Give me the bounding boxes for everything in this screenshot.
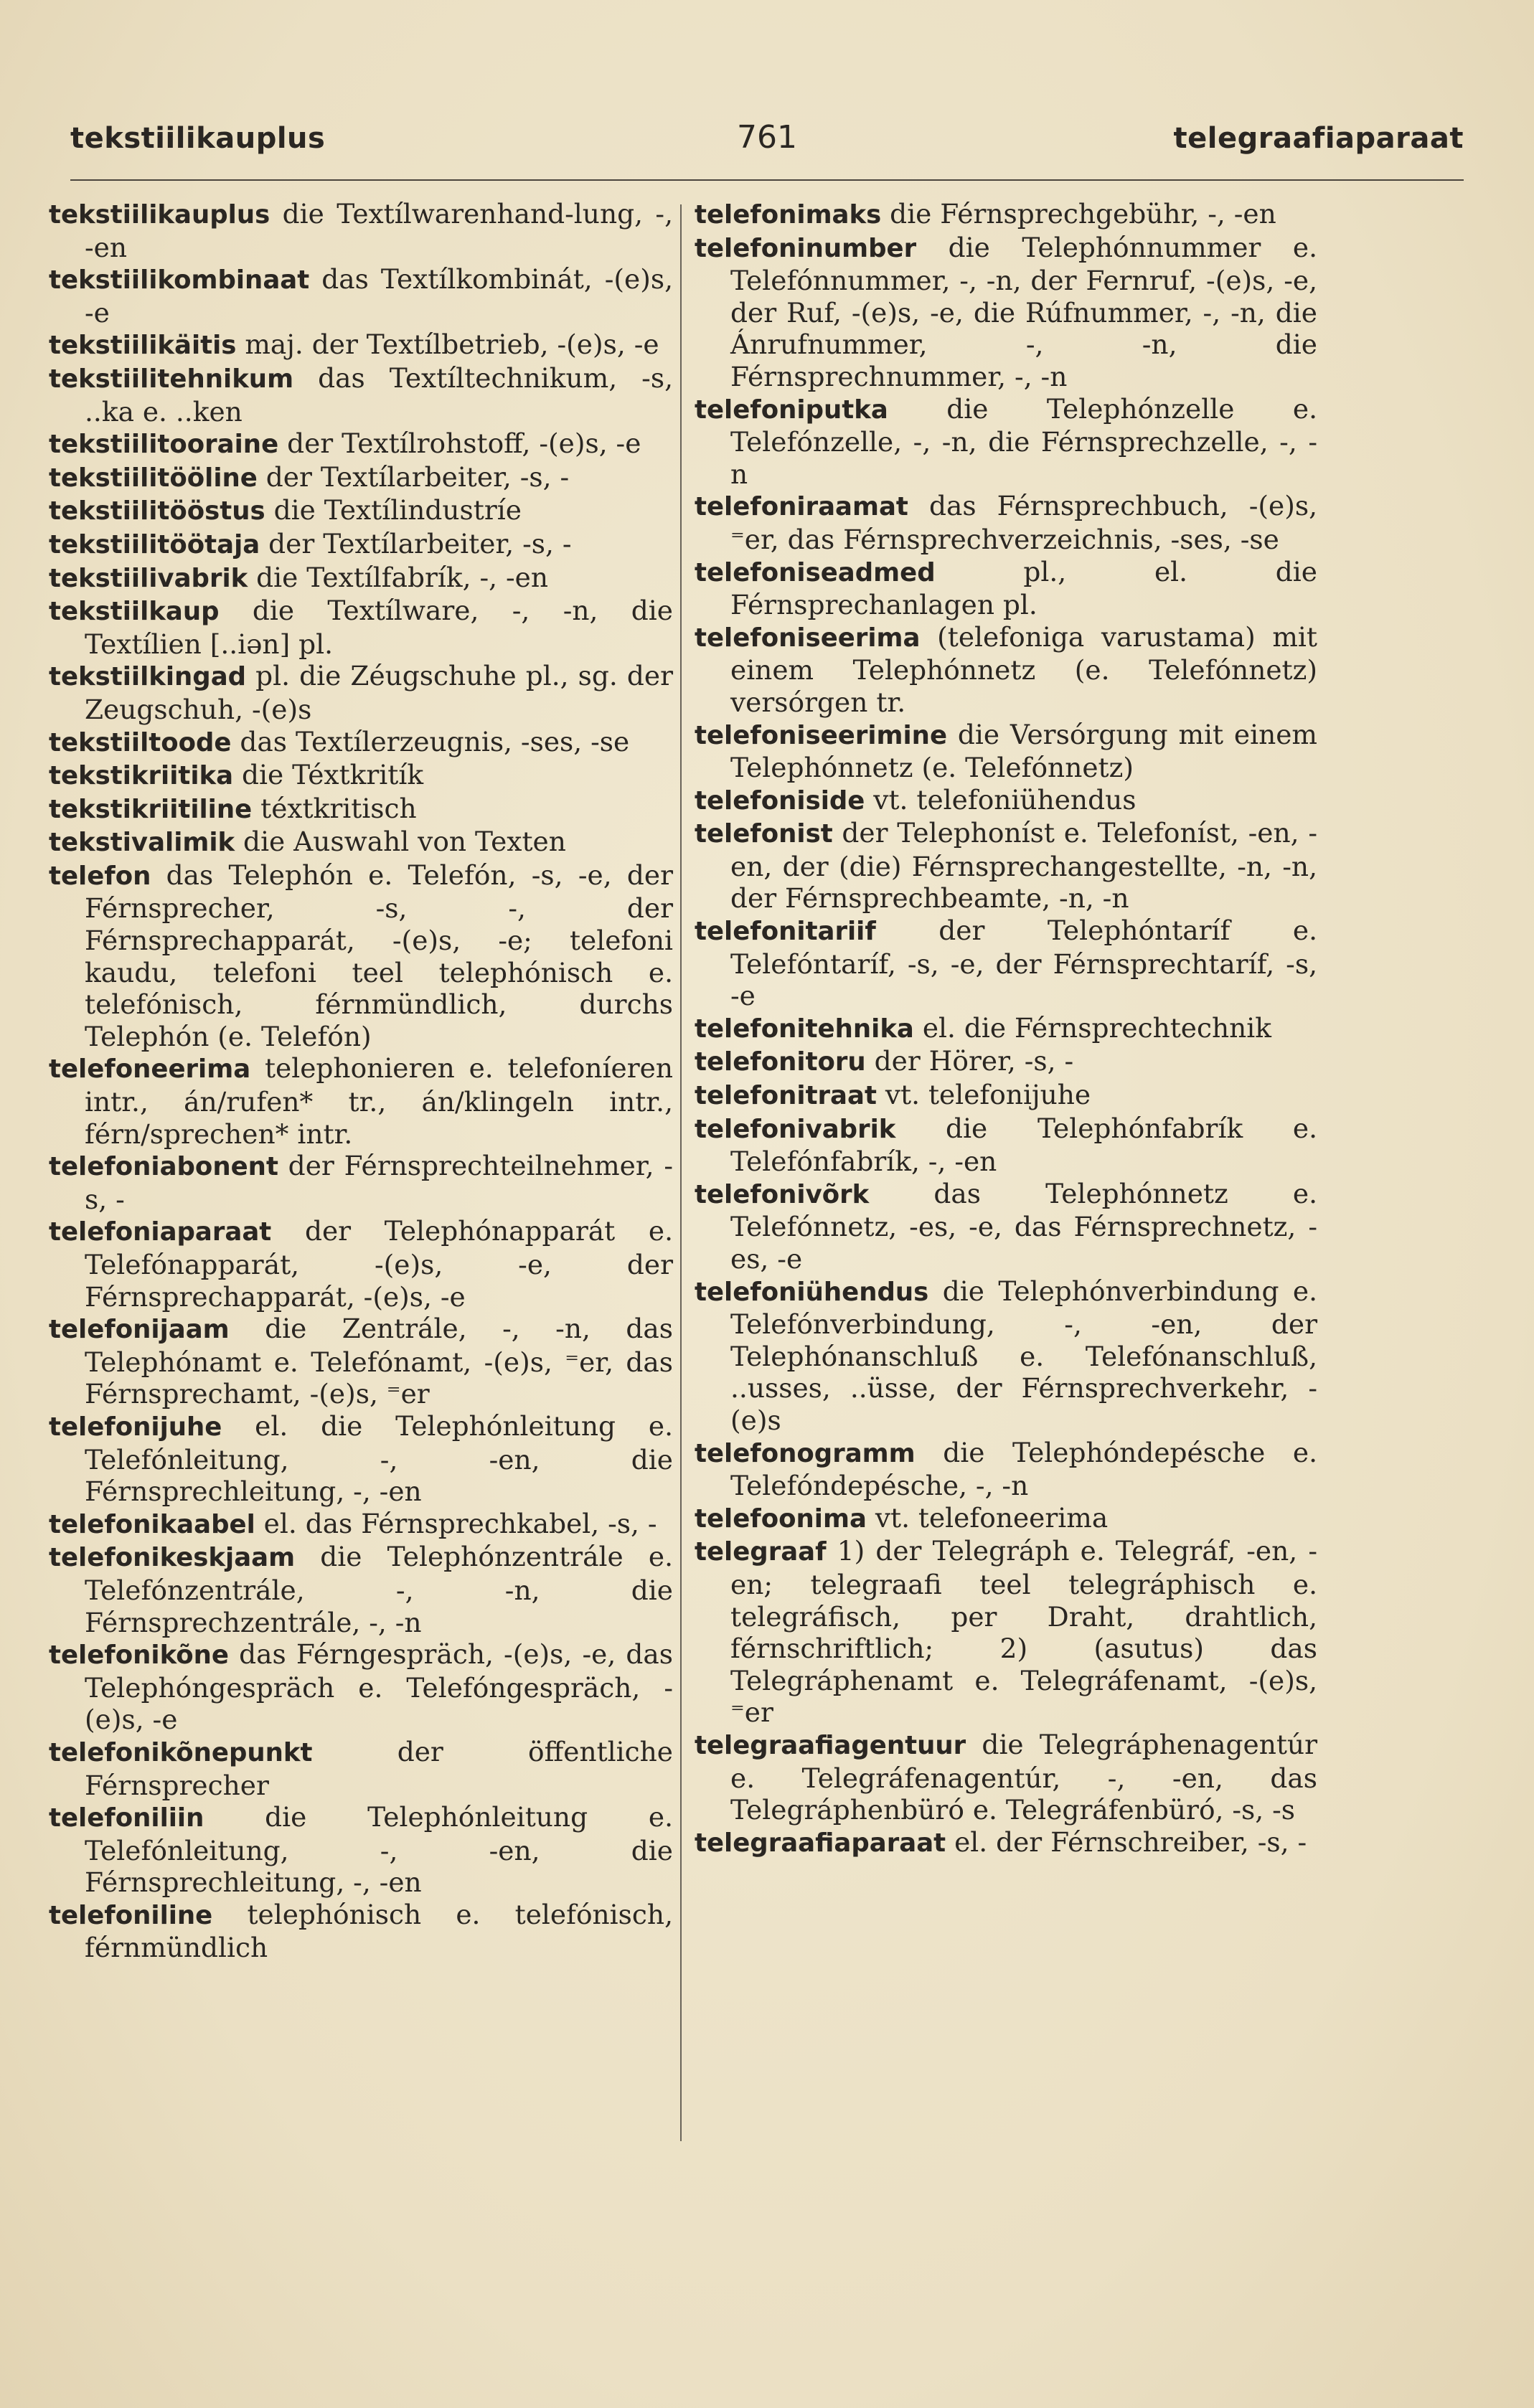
dictionary-entry: [49, 1801, 673, 1899]
entry-definition: der Textílarbeiter, -s, -: [260, 527, 572, 559]
entry-headword: telefonikõne: [49, 1640, 229, 1671]
entry-headword: tekstiilkaup: [49, 597, 220, 627]
dictionary-entry: [49, 1638, 673, 1736]
dictionary-entry: [695, 1012, 1317, 1046]
entry-headword: tekstiilikäitis: [49, 331, 237, 361]
dictionary-entry: [695, 915, 1317, 1012]
entry-headword: telefoonima: [695, 1503, 867, 1534]
entry-definition: pl., el. die Férnsprechanlagen pl.: [730, 555, 1317, 621]
entry-headword: telefonijaam: [49, 1315, 230, 1345]
entry-headword: telefonitraat: [695, 1081, 877, 1111]
column-divider: [680, 204, 682, 2141]
dictionary-entry: [695, 719, 1317, 784]
dictionary-entry: [695, 1045, 1317, 1079]
dictionary-entry: [49, 263, 673, 329]
page-number: 761: [737, 119, 797, 156]
entry-definition: pl. die Zéugschuhe pl., sg. der Zeugschuh, -(e)s: [85, 660, 673, 725]
dictionary-entry: [49, 461, 673, 495]
entry-headword: telefonivõrk: [695, 1179, 870, 1209]
entry-definition: die Textílware, -, -n, die Textílien [..iən] pl.: [85, 595, 673, 660]
dictionary-entry: [49, 1313, 673, 1410]
entry-definition: die Telephónzentrále e. Telefónzentrále, -, -n, die Férnsprechzentrále, -, -n: [85, 1541, 673, 1638]
entry-definition: der Telephóntaríf e. Telefóntaríf, -s, -e, der Férnsprechtaríf, -s, -e: [730, 915, 1317, 1012]
entry-definition: 1) der Telegráph e. Telegráf, -en, -en; telegraafi teel telegráphisch e. telegráfisch, per Draht, drahtlich, férnschriftlich; 2) (asutus) das Telegráphenamt e. Telegráfenamt, -(e)s, ⁼er: [730, 1535, 1317, 1729]
entry-definition: die Textílindustríe: [265, 494, 522, 527]
dictionary-entry: [49, 1215, 673, 1313]
entry-headword: tekstivalimik: [49, 828, 235, 858]
dictionary-entry: [695, 556, 1317, 621]
dictionary-entry: [695, 1113, 1317, 1178]
entry-headword: telefonikeskjaam: [49, 1543, 296, 1573]
dictionary-entry: [695, 621, 1317, 719]
dictionary-entry: [49, 329, 673, 362]
entry-definition: der Telephónapparát e. Telefónapparát, -(e)s, -e, der Férnsprechapparát, -(e)s, -e: [85, 1215, 673, 1313]
entry-headword: tekstiiltoode: [49, 727, 232, 757]
entry-definition: el. die Férnsprechtechnik: [913, 1011, 1272, 1044]
dictionary-entry: [695, 1275, 1317, 1437]
entry-headword: telefoninumber: [695, 233, 917, 263]
entry-headword: telegraafiaparaat: [695, 1828, 946, 1858]
entry-definition: der Telephoníst e. Telefoníst, -en, -en, der (die) Férnsprechangestellte, -n, -n, der Férnsprechbeamte, -n, -n: [730, 817, 1317, 915]
dictionary-entry: [695, 1502, 1317, 1536]
entry-definition: das Textíltechnikum, -s, ..ka e. ..ken: [85, 362, 673, 428]
entry-definition: el. das Férnsprechkabel, -s, -: [255, 1507, 657, 1539]
entry-definition: der Textílarbeiter, -s, -: [257, 461, 570, 493]
entry-definition: die Telephóndepésche e. Telefóndepésche, -, -n: [730, 1436, 1317, 1502]
entry-headword: tekstiilitooraine: [49, 430, 279, 460]
dictionary-entry: [49, 726, 673, 760]
entry-headword: telefoniabonent: [49, 1152, 278, 1182]
dictionary-entry: [695, 817, 1317, 915]
entry-definition: die Telegráphenagentúr e. Telegráfenagentúr, -, -en, das Telegráphenbüró e. Telegráfenbüró, -s, -s: [730, 1728, 1317, 1826]
dictionary-entry: [49, 528, 673, 562]
right-column: [695, 198, 1317, 1859]
dictionary-entry: [695, 1178, 1317, 1275]
dictionary-entry: [49, 793, 673, 826]
page-header: [70, 108, 1464, 179]
dictionary-entry: [49, 1508, 673, 1541]
entry-definition: die Auswahl von Texten: [235, 826, 566, 858]
dictionary-entry: [695, 393, 1317, 491]
entry-headword: telefoniliin: [49, 1803, 204, 1833]
entry-definition: das Férnsprechbuch, -(e)s, ⁼er, das Férnsprechverzeichnis, -ses, -se: [730, 490, 1317, 555]
entry-headword: telefoniraamat: [695, 492, 908, 522]
dictionary-entry: [49, 198, 673, 263]
dictionary-entry: [695, 784, 1317, 818]
dictionary-entry: [49, 660, 673, 725]
dictionary-entry: [695, 1437, 1317, 1502]
entry-definition: (telefoniga varustama) mit einem Telephónnetz (e. Telefónnetz) versórgen tr.: [730, 620, 1317, 718]
dictionary-entry: [49, 1410, 673, 1508]
entry-headword: telefoniaparaat: [49, 1217, 272, 1247]
entry-definition: vt. telefoneerima: [866, 1501, 1109, 1534]
dictionary-entry: [49, 1541, 673, 1638]
entry-headword: tekstiilitöötaja: [49, 529, 260, 559]
header-last-entry: telegraafiaparaat: [1173, 122, 1464, 155]
entry-headword: telegraafiagentuur: [695, 1730, 966, 1760]
entry-headword: tekstiilkingad: [49, 662, 247, 692]
entry-definition: das Textílerzeugnis, -ses, -se: [231, 725, 630, 757]
entry-definition: die Telephónzelle e. Telefónzelle, -, -n, die Férnsprechzelle, -, -n: [730, 392, 1317, 490]
entry-definition: die Telephónleitung e. Telefónleitung, -, -en, die Férnsprechleitung, -, -en: [85, 1801, 673, 1899]
dictionary-entry: [49, 494, 673, 528]
entry-headword: telefoniühendus: [695, 1277, 929, 1307]
entry-headword: telefonikaabel: [49, 1509, 255, 1539]
entry-headword: telefoniseerima: [695, 623, 921, 653]
entry-definition: die Textílfabrík, -, -en: [248, 561, 549, 593]
entry-definition: die Téxtkritík: [233, 759, 424, 791]
entry-definition: die Zentrále, -, -n, das Telephónamt e. Telefónamt, -(e)s, ⁼er, das Férnsprechamt, -(e)s, ⁼er: [85, 1313, 673, 1410]
entry-headword: telefonijuhe: [49, 1412, 222, 1442]
entry-headword: telefonitehnika: [695, 1014, 914, 1044]
entry-headword: tekstiilikauplus: [49, 200, 270, 230]
entry-definition: die Textílwarenhand-lung, -, -en: [85, 198, 673, 263]
dictionary-entry: [49, 562, 673, 595]
entry-headword: telefonitariif: [695, 917, 876, 947]
entry-definition: vt. telefonijuhe: [876, 1079, 1091, 1111]
dictionary-entry: [49, 759, 673, 793]
dictionary-entry: [695, 1826, 1317, 1860]
dictionary-entry: [49, 826, 673, 859]
entry-definition: das Férngespräch, -(e)s, -e, das Telephóngespräch e. Telefóngespräch, -(e)s, -e: [85, 1638, 673, 1736]
dictionary-entry: [49, 1899, 673, 1964]
entry-definition: téxtkritisch: [252, 792, 417, 824]
dictionary-entry: [695, 198, 1317, 232]
entry-definition: die Férnsprechgebühr, -, -en: [881, 198, 1276, 230]
dictionary-entry: [49, 428, 673, 461]
entry-definition: die Telephónnummer e. Telefónnummer, -, -n, der Fernruf, -(e)s, -e, der Ruf, -(e)s, -e, die Rúfnummer, -, -n, die Ánrufnummer, -, -n, die Férnsprechnummer, -, -n: [730, 231, 1317, 392]
left-column: [49, 198, 673, 1964]
entry-headword: tekstiilitööline: [49, 463, 258, 493]
dictionary-entry: [695, 490, 1317, 555]
dictionary-entry: [49, 1736, 673, 1801]
entry-headword: telefoniseerimine: [695, 720, 948, 750]
entry-definition: vt. telefoniühendus: [865, 783, 1137, 816]
dictionary-entry: [49, 1150, 673, 1215]
entry-definition: maj. der Textílbetrieb, -(e)s, -e: [236, 329, 659, 361]
entry-headword: telefoniline: [49, 1900, 213, 1930]
dictionary-entry: [695, 1535, 1317, 1729]
dictionary-entry: [49, 362, 673, 428]
header-rule: [70, 179, 1464, 181]
entry-headword: telefonogramm: [695, 1438, 916, 1468]
entry-definition: die Versórgung mit einem Telephónnetz (e. Telefónnetz): [730, 718, 1317, 784]
entry-headword: telefoneerima: [49, 1054, 251, 1085]
entry-headword: telefonimaks: [695, 200, 882, 230]
entry-definition: der Férnsprechteilnehmer, -s, -: [85, 1150, 673, 1215]
entry-headword: tekstikriitiline: [49, 794, 253, 824]
entry-definition: el. der Férnschreiber, -s, -: [946, 1826, 1307, 1858]
entry-headword: tekstiilikombinaat: [49, 265, 310, 296]
entry-headword: telefoniputka: [695, 395, 888, 425]
entry-definition: telephonieren e. telefoníeren intr., án/rufen* tr., án/klingeln intr., férn/sprechen* intr.: [85, 1052, 673, 1150]
entry-headword: tekstiilitööstus: [49, 496, 265, 527]
dictionary-entry: [49, 595, 673, 660]
entry-definition: das Textílkombinát, -(e)s, -e: [85, 263, 673, 329]
entry-definition: das Telephónnetz e. Telefónnetz, -es, -e, das Férnsprechnetz, -es, -e: [730, 1177, 1317, 1275]
entry-headword: telefonist: [695, 819, 833, 849]
entry-headword: telefonitoru: [695, 1047, 866, 1077]
entry-definition: telephónisch e. telefónisch, férnmündlich: [85, 1898, 673, 1964]
entry-headword: telefon: [49, 861, 151, 891]
dictionary-entry: [695, 1729, 1317, 1826]
entry-definition: der Hörer, -s, -: [865, 1045, 1074, 1077]
entry-headword: telegraaf: [695, 1537, 827, 1567]
entry-headword: telefonikõnepunkt: [49, 1737, 313, 1767]
entry-headword: telefonivabrik: [695, 1114, 896, 1144]
dictionary-entry: [695, 1079, 1317, 1113]
entry-headword: tekstiilitehnikum: [49, 364, 294, 394]
dictionary-entry: [695, 232, 1317, 393]
entry-definition: der öffentliche Férnsprecher: [85, 1735, 673, 1801]
dictionary-entry: [49, 1052, 673, 1150]
entry-definition: die Telephónverbindung e. Telefónverbindung, -, -en, der Telephónanschluß e. Telefónanschluß, ..usses, ..üsse, der Férnsprechverkehr, -(e)s: [730, 1275, 1317, 1436]
entry-definition: das Telephón e. Telefón, -s, -e, der Férnsprecher, -s, -, der Férnsprechapparát, -(e)s, -e; telefoni kaudu, telefoni teel telephónisch e. telefónisch, férnmündlich, durchs Telephón (e. Telefón): [85, 859, 673, 1052]
entry-headword: tekstiilivabrik: [49, 563, 248, 593]
dictionary-entry: [49, 859, 673, 1053]
entry-definition: der Textílrohstoff, -(e)s, -e: [278, 428, 641, 460]
entry-headword: tekstikriitika: [49, 761, 234, 791]
entry-headword: telefoniside: [695, 785, 865, 816]
entry-definition: die Telephónfabrík e. Telefónfabrík, -, -en: [730, 1112, 1317, 1178]
entry-definition: el. die Telephónleitung e. Telefónleitung, -, -en, die Férnsprechleitung, -, -en: [85, 1410, 673, 1508]
entry-headword: telefoniseadmed: [695, 557, 936, 587]
header-first-entry: tekstiilikauplus: [70, 122, 326, 155]
